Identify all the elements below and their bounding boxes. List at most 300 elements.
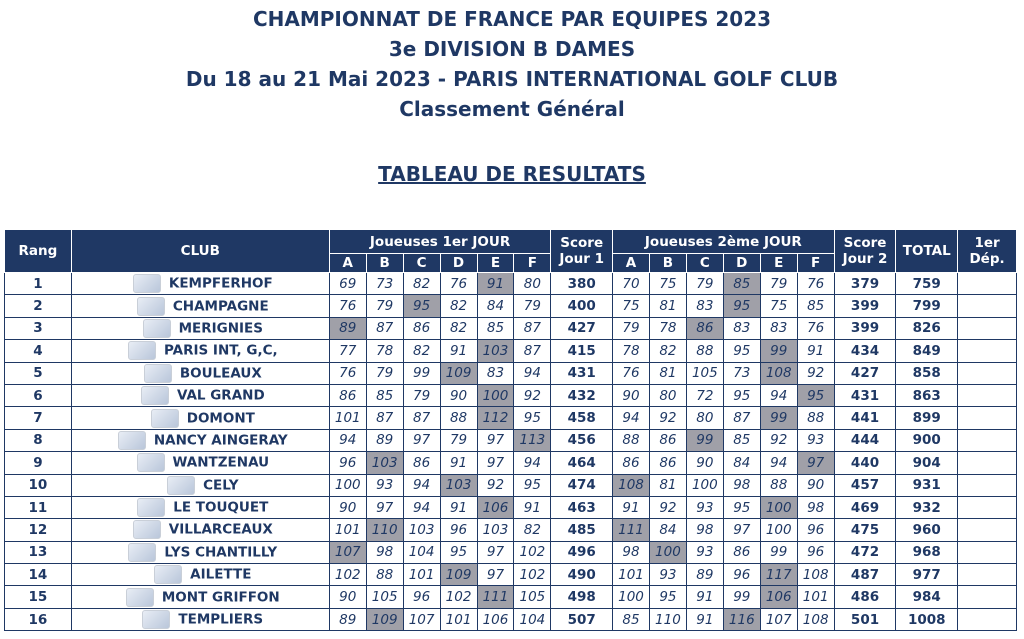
score-j2-cell: 98 bbox=[686, 519, 723, 541]
score-j1-cell: 101 bbox=[329, 519, 366, 541]
club-name: PARIS INT, G,C, bbox=[163, 342, 278, 359]
total-cell: 899 bbox=[896, 407, 958, 429]
score-j2-cell: 95 bbox=[723, 496, 760, 518]
score-j2-cell: 73 bbox=[723, 362, 760, 384]
score-j2-cell: 88 bbox=[797, 407, 834, 429]
club-logo-icon bbox=[144, 364, 172, 383]
score-j2-cell: 79 bbox=[613, 317, 650, 339]
header-rang: Rang bbox=[5, 230, 72, 273]
score-j2-cell: 76 bbox=[613, 362, 650, 384]
score-j2-cell: 88 bbox=[613, 429, 650, 451]
score-j2-cell: 87 bbox=[723, 407, 760, 429]
score-j1-cell: 95 bbox=[440, 541, 477, 563]
club-cell bbox=[71, 474, 329, 496]
score-j1-cell: 98 bbox=[366, 541, 403, 563]
score-jour1-cell: 400 bbox=[551, 295, 613, 317]
header-j2-e: E bbox=[760, 254, 797, 273]
score-j2-cell: 99 bbox=[686, 429, 723, 451]
score-j2-cell: 96 bbox=[723, 564, 760, 586]
score-j1-cell: 91 bbox=[477, 273, 514, 295]
score-j2-cell: 100 bbox=[760, 519, 797, 541]
score-j2-cell: 108 bbox=[760, 362, 797, 384]
club-cell bbox=[71, 452, 329, 474]
rank-cell: 9 bbox=[5, 452, 72, 474]
score-j1-cell: 89 bbox=[329, 608, 366, 630]
score-j2-cell: 98 bbox=[797, 496, 834, 518]
dep-cell bbox=[958, 384, 1017, 406]
score-j1-cell: 102 bbox=[440, 586, 477, 608]
score-j2-cell: 101 bbox=[797, 586, 834, 608]
total-cell: 799 bbox=[896, 295, 958, 317]
club-name: MERIGNIES bbox=[178, 320, 263, 337]
score-j1-cell: 103 bbox=[477, 519, 514, 541]
club-logo-icon bbox=[141, 386, 169, 405]
header bbox=[0, 4, 1024, 124]
header-j2-f: F bbox=[797, 254, 834, 273]
score-j2-cell: 84 bbox=[649, 519, 686, 541]
club-logo-icon bbox=[137, 453, 165, 472]
score-j2-cell: 86 bbox=[613, 452, 650, 474]
score-j1-cell: 109 bbox=[440, 564, 477, 586]
score-j1-cell: 94 bbox=[514, 452, 551, 474]
score-j1-cell: 87 bbox=[366, 407, 403, 429]
score-j2-cell: 85 bbox=[613, 608, 650, 630]
score-j1-cell: 82 bbox=[403, 340, 440, 362]
score-j2-cell: 81 bbox=[649, 362, 686, 384]
club-logo-icon bbox=[133, 274, 161, 293]
rank-cell: 12 bbox=[5, 519, 72, 541]
score-j2-cell: 94 bbox=[760, 452, 797, 474]
score-jour1-cell: 498 bbox=[551, 586, 613, 608]
rank-cell: 1 bbox=[5, 273, 72, 295]
dep-cell bbox=[958, 586, 1017, 608]
score-j2-cell: 97 bbox=[723, 519, 760, 541]
club-logo-icon bbox=[126, 588, 154, 607]
score-jour2-cell: 440 bbox=[834, 452, 896, 474]
score-jour1-cell: 456 bbox=[551, 429, 613, 451]
score-j1-cell: 78 bbox=[366, 340, 403, 362]
club-name: CELY bbox=[203, 477, 239, 494]
club-cell bbox=[71, 519, 329, 541]
score-j1-cell: 79 bbox=[366, 362, 403, 384]
rank-cell: 16 bbox=[5, 608, 72, 630]
score-j1-cell: 73 bbox=[366, 273, 403, 295]
score-j2-cell: 79 bbox=[760, 273, 797, 295]
score-j1-cell: 106 bbox=[477, 608, 514, 630]
club-logo-icon bbox=[118, 431, 146, 450]
score-jour2-cell: 441 bbox=[834, 407, 896, 429]
score-j1-cell: 104 bbox=[514, 608, 551, 630]
score-j1-cell: 82 bbox=[440, 317, 477, 339]
score-j2-cell: 83 bbox=[760, 317, 797, 339]
score-j1-cell: 97 bbox=[477, 541, 514, 563]
score-j1-cell: 91 bbox=[440, 340, 477, 362]
score-j1-cell: 76 bbox=[329, 295, 366, 317]
total-cell: 1008 bbox=[896, 608, 958, 630]
score-j2-cell: 86 bbox=[649, 429, 686, 451]
score-j2-cell: 92 bbox=[760, 429, 797, 451]
dep-cell bbox=[958, 273, 1017, 295]
score-j1-cell: 82 bbox=[514, 519, 551, 541]
score-jour2-cell: 431 bbox=[834, 384, 896, 406]
score-j1-cell: 84 bbox=[477, 295, 514, 317]
score-j1-cell: 103 bbox=[366, 452, 403, 474]
score-j2-cell: 93 bbox=[797, 429, 834, 451]
score-j2-cell: 70 bbox=[613, 273, 650, 295]
score-j2-cell: 95 bbox=[797, 384, 834, 406]
score-j1-cell: 97 bbox=[403, 429, 440, 451]
score-j1-cell: 103 bbox=[403, 519, 440, 541]
score-j1-cell: 94 bbox=[514, 362, 551, 384]
score-j2-cell: 94 bbox=[760, 384, 797, 406]
score-j2-cell: 91 bbox=[686, 608, 723, 630]
header-j1-e: E bbox=[477, 254, 514, 273]
score-j1-cell: 91 bbox=[440, 452, 477, 474]
score-j1-cell: 89 bbox=[329, 317, 366, 339]
table-row bbox=[5, 429, 1017, 451]
club-logo-icon bbox=[128, 543, 156, 562]
total-cell: 977 bbox=[896, 564, 958, 586]
score-j1-cell: 95 bbox=[403, 295, 440, 317]
table-row bbox=[5, 519, 1017, 541]
score-j1-cell: 100 bbox=[329, 474, 366, 496]
score-jour1-cell: 463 bbox=[551, 496, 613, 518]
score-j1-cell: 83 bbox=[477, 362, 514, 384]
dep-cell bbox=[958, 541, 1017, 563]
score-j2-cell: 95 bbox=[649, 586, 686, 608]
score-j2-cell: 98 bbox=[613, 541, 650, 563]
score-j2-cell: 78 bbox=[613, 340, 650, 362]
table-title: TABLEAU DE RESULTATS bbox=[378, 162, 646, 186]
table-row bbox=[5, 362, 1017, 384]
score-jour2-cell: 399 bbox=[834, 295, 896, 317]
rank-cell: 11 bbox=[5, 496, 72, 518]
score-j2-cell: 76 bbox=[797, 317, 834, 339]
total-cell: 932 bbox=[896, 496, 958, 518]
rank-cell: 5 bbox=[5, 362, 72, 384]
score-j2-cell: 106 bbox=[760, 586, 797, 608]
header-jour2: Joueuses 2ème JOUR bbox=[613, 230, 835, 254]
score-j1-cell: 94 bbox=[403, 496, 440, 518]
rank-cell: 6 bbox=[5, 384, 72, 406]
club-name: AILETTE bbox=[190, 566, 252, 583]
score-j1-cell: 102 bbox=[514, 541, 551, 563]
score-j2-cell: 95 bbox=[723, 340, 760, 362]
score-j2-cell: 84 bbox=[723, 452, 760, 474]
title-line-2: 3e DIVISION B DAMES bbox=[388, 37, 636, 61]
score-j1-cell: 79 bbox=[403, 384, 440, 406]
score-j2-cell: 100 bbox=[686, 474, 723, 496]
dep-cell bbox=[958, 407, 1017, 429]
score-j1-cell: 95 bbox=[514, 474, 551, 496]
score-j2-cell: 108 bbox=[797, 564, 834, 586]
score-j1-cell: 77 bbox=[329, 340, 366, 362]
dep-cell bbox=[958, 362, 1017, 384]
score-j2-cell: 72 bbox=[686, 384, 723, 406]
rank-cell: 3 bbox=[5, 317, 72, 339]
score-j2-cell: 85 bbox=[723, 429, 760, 451]
score-j1-cell: 106 bbox=[477, 496, 514, 518]
club-cell bbox=[71, 429, 329, 451]
score-j2-cell: 81 bbox=[649, 295, 686, 317]
score-j1-cell: 101 bbox=[329, 407, 366, 429]
score-j1-cell: 88 bbox=[440, 407, 477, 429]
club-cell bbox=[71, 496, 329, 518]
score-j2-cell: 100 bbox=[760, 496, 797, 518]
header-j1-f: F bbox=[514, 254, 551, 273]
score-jour2-cell: 487 bbox=[834, 564, 896, 586]
score-j1-cell: 100 bbox=[477, 384, 514, 406]
score-j2-cell: 96 bbox=[797, 519, 834, 541]
dep-cell bbox=[958, 340, 1017, 362]
score-j1-cell: 97 bbox=[477, 564, 514, 586]
table-row bbox=[5, 295, 1017, 317]
score-j1-cell: 87 bbox=[403, 407, 440, 429]
score-j2-cell: 99 bbox=[723, 586, 760, 608]
club-cell bbox=[71, 541, 329, 563]
score-jour2-cell: 469 bbox=[834, 496, 896, 518]
club-cell bbox=[71, 564, 329, 586]
score-j1-cell: 88 bbox=[366, 564, 403, 586]
score-j2-cell: 85 bbox=[797, 295, 834, 317]
header-score1-line2: Jour 1 bbox=[559, 251, 605, 267]
score-j2-cell: 90 bbox=[686, 452, 723, 474]
header-j2-d: D bbox=[723, 254, 760, 273]
table-row bbox=[5, 384, 1017, 406]
score-jour1-cell: 474 bbox=[551, 474, 613, 496]
score-j1-cell: 86 bbox=[329, 384, 366, 406]
club-logo-icon bbox=[137, 498, 165, 517]
title-line-1: CHAMPIONNAT DE FRANCE PAR EQUIPES 2023 bbox=[252, 7, 772, 31]
score-j1-cell: 87 bbox=[514, 340, 551, 362]
score-j2-cell: 75 bbox=[613, 295, 650, 317]
score-j1-cell: 102 bbox=[329, 564, 366, 586]
club-cell bbox=[71, 340, 329, 362]
total-cell: 863 bbox=[896, 384, 958, 406]
score-j2-cell: 116 bbox=[723, 608, 760, 630]
score-j1-cell: 91 bbox=[440, 496, 477, 518]
score-j2-cell: 108 bbox=[797, 608, 834, 630]
score-j2-cell: 89 bbox=[686, 564, 723, 586]
table-row bbox=[5, 452, 1017, 474]
score-j1-cell: 79 bbox=[366, 295, 403, 317]
header-j1-b: B bbox=[366, 254, 403, 273]
score-j1-cell: 109 bbox=[366, 608, 403, 630]
club-name: MONT GRIFFON bbox=[161, 589, 280, 606]
score-jour2-cell: 475 bbox=[834, 519, 896, 541]
club-name: BOULEAUX bbox=[179, 365, 262, 382]
score-j1-cell: 101 bbox=[403, 564, 440, 586]
table-row bbox=[5, 541, 1017, 563]
score-jour1-cell: 415 bbox=[551, 340, 613, 362]
score-jour1-cell: 431 bbox=[551, 362, 613, 384]
score-j2-cell: 94 bbox=[613, 407, 650, 429]
header-j1-c: C bbox=[403, 254, 440, 273]
score-j1-cell: 107 bbox=[329, 541, 366, 563]
club-name: LE TOUQUET bbox=[173, 499, 269, 516]
club-logo-icon bbox=[151, 409, 179, 428]
score-j2-cell: 88 bbox=[760, 474, 797, 496]
score-j2-cell: 78 bbox=[649, 317, 686, 339]
header-score2-line1: Score bbox=[843, 235, 887, 251]
score-j2-cell: 100 bbox=[613, 586, 650, 608]
score-j2-cell: 105 bbox=[686, 362, 723, 384]
table-row bbox=[5, 474, 1017, 496]
score-j1-cell: 86 bbox=[403, 317, 440, 339]
table-row bbox=[5, 608, 1017, 630]
score-jour1-cell: 432 bbox=[551, 384, 613, 406]
score-j2-cell: 92 bbox=[649, 496, 686, 518]
score-j1-cell: 87 bbox=[366, 317, 403, 339]
score-j2-cell: 91 bbox=[797, 340, 834, 362]
score-jour1-cell: 458 bbox=[551, 407, 613, 429]
score-j2-cell: 97 bbox=[797, 452, 834, 474]
header-j1-a: A bbox=[329, 254, 366, 273]
header-score1-line1: Score bbox=[560, 235, 604, 251]
club-cell bbox=[71, 362, 329, 384]
club-logo-icon bbox=[154, 565, 182, 584]
dep-cell bbox=[958, 295, 1017, 317]
club-name: WANTZENAU bbox=[172, 454, 270, 471]
club-cell bbox=[71, 273, 329, 295]
score-j1-cell: 101 bbox=[440, 608, 477, 630]
rank-cell: 14 bbox=[5, 564, 72, 586]
header-jour1: Joueuses 1er JOUR bbox=[329, 230, 551, 254]
score-j2-cell: 99 bbox=[760, 541, 797, 563]
rank-cell: 4 bbox=[5, 340, 72, 362]
dep-cell bbox=[958, 474, 1017, 496]
header-dep-line2: Dép. bbox=[969, 251, 1005, 267]
score-j1-cell: 92 bbox=[477, 474, 514, 496]
total-cell: 984 bbox=[896, 586, 958, 608]
score-j2-cell: 75 bbox=[760, 295, 797, 317]
score-j1-cell: 92 bbox=[514, 384, 551, 406]
score-j2-cell: 99 bbox=[760, 407, 797, 429]
score-j1-cell: 99 bbox=[403, 362, 440, 384]
results-table bbox=[4, 229, 1017, 631]
score-j2-cell: 86 bbox=[649, 452, 686, 474]
rank-cell: 10 bbox=[5, 474, 72, 496]
club-name: VAL GRAND bbox=[176, 387, 265, 404]
score-j1-cell: 97 bbox=[477, 429, 514, 451]
score-j1-cell: 89 bbox=[366, 429, 403, 451]
score-j1-cell: 103 bbox=[477, 340, 514, 362]
total-cell: 858 bbox=[896, 362, 958, 384]
club-cell bbox=[71, 586, 329, 608]
total-cell: 960 bbox=[896, 519, 958, 541]
score-j1-cell: 80 bbox=[514, 273, 551, 295]
dep-cell bbox=[958, 564, 1017, 586]
table-row bbox=[5, 407, 1017, 429]
score-j1-cell: 107 bbox=[403, 608, 440, 630]
score-j2-cell: 92 bbox=[797, 362, 834, 384]
table-row bbox=[5, 586, 1017, 608]
table-row bbox=[5, 340, 1017, 362]
club-cell bbox=[71, 407, 329, 429]
score-jour1-cell: 496 bbox=[551, 541, 613, 563]
score-j1-cell: 87 bbox=[514, 317, 551, 339]
header-j1-d: D bbox=[440, 254, 477, 273]
club-name: TEMPLIERS bbox=[178, 611, 264, 628]
club-logo-icon bbox=[143, 319, 171, 338]
score-j1-cell: 110 bbox=[366, 519, 403, 541]
total-cell: 900 bbox=[896, 429, 958, 451]
total-cell: 931 bbox=[896, 474, 958, 496]
dep-cell bbox=[958, 519, 1017, 541]
title-line-4: Classement Général bbox=[399, 97, 625, 121]
score-j1-cell: 82 bbox=[440, 295, 477, 317]
total-cell: 904 bbox=[896, 452, 958, 474]
score-j1-cell: 95 bbox=[514, 407, 551, 429]
club-name: CHAMPAGNE bbox=[172, 298, 269, 315]
score-j1-cell: 82 bbox=[403, 273, 440, 295]
club-cell bbox=[71, 295, 329, 317]
score-j2-cell: 91 bbox=[686, 586, 723, 608]
score-jour2-cell: 427 bbox=[834, 362, 896, 384]
header-score2-line2: Jour 2 bbox=[842, 251, 888, 267]
score-j1-cell: 113 bbox=[514, 429, 551, 451]
total-cell: 968 bbox=[896, 541, 958, 563]
score-j1-cell: 79 bbox=[514, 295, 551, 317]
score-j2-cell: 101 bbox=[613, 564, 650, 586]
score-j2-cell: 99 bbox=[760, 340, 797, 362]
score-jour1-cell: 507 bbox=[551, 608, 613, 630]
score-j2-cell: 93 bbox=[686, 496, 723, 518]
header-score-jour2 bbox=[834, 230, 896, 273]
score-j2-cell: 90 bbox=[613, 384, 650, 406]
score-j1-cell: 96 bbox=[329, 452, 366, 474]
score-j1-cell: 96 bbox=[403, 586, 440, 608]
score-j2-cell: 79 bbox=[686, 273, 723, 295]
score-jour1-cell: 485 bbox=[551, 519, 613, 541]
score-j2-cell: 90 bbox=[797, 474, 834, 496]
score-j1-cell: 69 bbox=[329, 273, 366, 295]
dep-cell bbox=[958, 317, 1017, 339]
score-j1-cell: 94 bbox=[403, 474, 440, 496]
score-jour2-cell: 379 bbox=[834, 273, 896, 295]
score-j2-cell: 110 bbox=[649, 608, 686, 630]
score-j1-cell: 97 bbox=[477, 452, 514, 474]
score-j2-cell: 96 bbox=[797, 541, 834, 563]
score-j2-cell: 108 bbox=[613, 474, 650, 496]
score-j1-cell: 76 bbox=[440, 273, 477, 295]
rank-cell: 13 bbox=[5, 541, 72, 563]
club-name: NANCY AINGERAY bbox=[153, 432, 288, 449]
header-j2-c: C bbox=[686, 254, 723, 273]
score-j1-cell: 91 bbox=[514, 496, 551, 518]
score-jour1-cell: 380 bbox=[551, 273, 613, 295]
score-jour2-cell: 399 bbox=[834, 317, 896, 339]
rank-cell: 2 bbox=[5, 295, 72, 317]
score-j1-cell: 94 bbox=[329, 429, 366, 451]
total-cell: 849 bbox=[896, 340, 958, 362]
score-j2-cell: 95 bbox=[723, 295, 760, 317]
score-j1-cell: 97 bbox=[366, 496, 403, 518]
score-j1-cell: 104 bbox=[403, 541, 440, 563]
rank-cell: 7 bbox=[5, 407, 72, 429]
score-j1-cell: 86 bbox=[403, 452, 440, 474]
score-j2-cell: 86 bbox=[723, 541, 760, 563]
rank-cell: 8 bbox=[5, 429, 72, 451]
score-jour1-cell: 464 bbox=[551, 452, 613, 474]
score-j1-cell: 109 bbox=[440, 362, 477, 384]
score-j1-cell: 76 bbox=[329, 362, 366, 384]
header-j2-a: A bbox=[613, 254, 650, 273]
total-cell: 759 bbox=[896, 273, 958, 295]
table-row bbox=[5, 564, 1017, 586]
score-jour1-cell: 490 bbox=[551, 564, 613, 586]
score-j2-cell: 83 bbox=[723, 317, 760, 339]
